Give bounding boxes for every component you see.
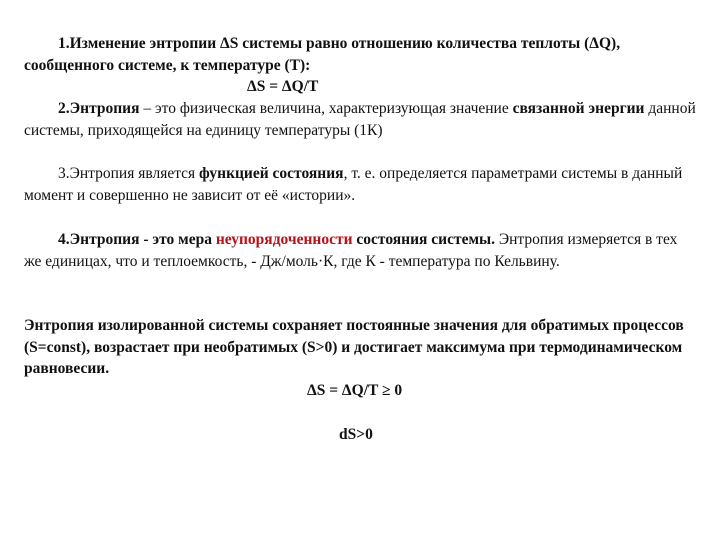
- paragraph-5: [24, 315, 696, 380]
- p2-text-a: – это физическая величина, характеризующая значение: [139, 100, 513, 117]
- p4-red: неупорядоченности: [215, 231, 353, 248]
- p4-lead-end: состояния системы.: [352, 231, 496, 248]
- p2-text-b: данной системы, приходящейся на единицу температуры (1К): [24, 100, 696, 139]
- p5-formula-2: dS>0: [339, 426, 373, 443]
- p5-formula-1: ΔS = ΔQ/T ≥ 0: [307, 382, 403, 399]
- p4-text: Энтропия измеряется в тех же единицах, что и теплоемкость, - Дж/моль·К, где К - температура по Кельвину.: [24, 231, 678, 270]
- paragraph-4: [24, 229, 696, 272]
- p2-emph: связанной энергии: [512, 100, 645, 117]
- p3-text-a: 3.Энтропия является: [58, 165, 200, 182]
- p3-text-b: , т. е. определяется параметрами системы в данный момент и совершенно не зависит от её «истории».: [24, 165, 683, 204]
- paragraph-3: [24, 163, 696, 206]
- paragraph-1: [24, 33, 696, 76]
- p4-lead: 4.Энтропия - это мера: [58, 231, 216, 248]
- p5-text: Энтропия изолированной системы сохраняет постоянные значения для обратимых процессов (S=const), возрастает при необратимых (S>0) и достигает максимума при термодинамическом равновесии.: [24, 317, 684, 377]
- p2-number: 2.: [58, 100, 70, 117]
- p1-text: Изменение энтропии ΔS системы равно отношению количества теплоты (ΔQ), сообщенного системе, к температуре (Т):: [24, 35, 621, 74]
- p1-number: 1.: [58, 35, 70, 52]
- p3-emph: функцией состояния: [199, 165, 344, 182]
- paragraph-2: [24, 98, 696, 141]
- p2-term: Энтропия: [69, 100, 140, 117]
- p1-formula: ΔS = ΔQ/T: [247, 78, 319, 95]
